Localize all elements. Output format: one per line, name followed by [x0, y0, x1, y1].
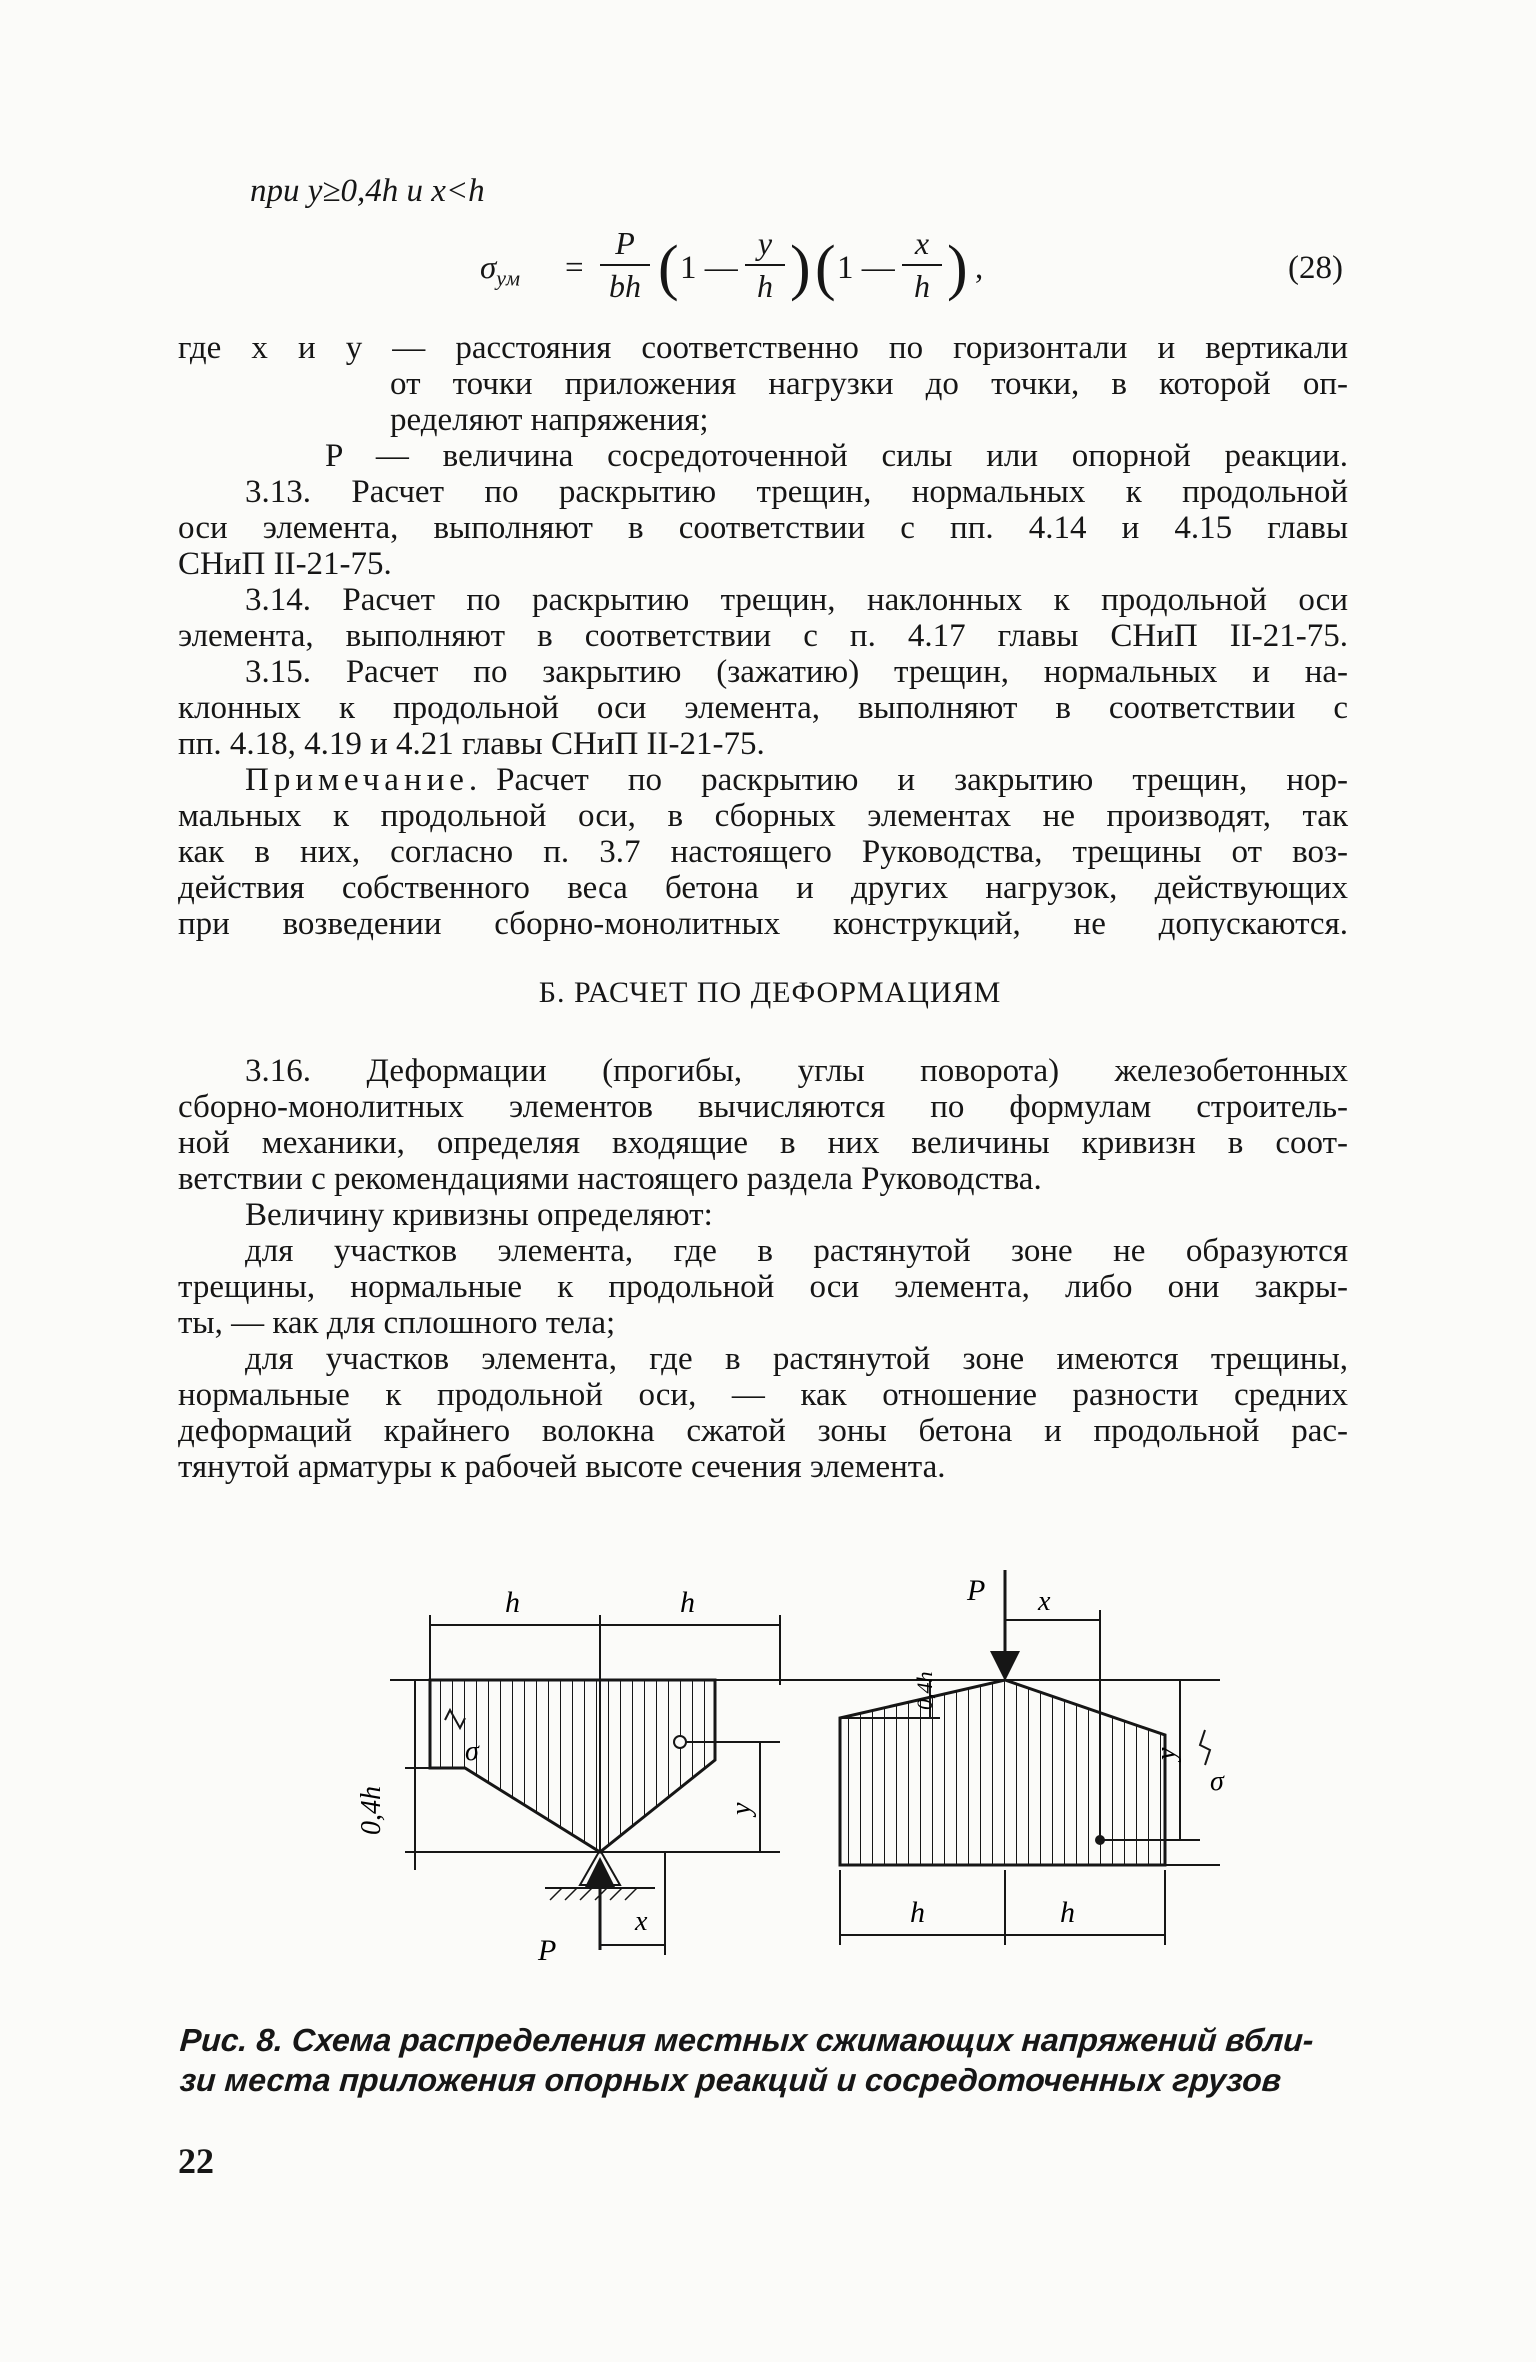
left-label-y: y	[726, 1802, 757, 1815]
case2-line4: тянутой арматуры к рабочей высоте сечения элемента.	[178, 1449, 946, 1485]
p313-line3: СНиП II-21-75.	[178, 546, 392, 582]
p314-line2: элемента, выполняют в соответствии с п. 4.17 главы СНиП II-21-75.	[178, 618, 1348, 654]
formula-frac2	[745, 225, 785, 305]
right-sigma: σ	[1210, 1766, 1224, 1797]
case1-line2: трещины, нормальные к продольной оси элемента, либо они закры-	[178, 1269, 1348, 1305]
frac2-num: y	[757, 225, 773, 261]
paren-open-1: (	[658, 234, 679, 302]
paren-open-2: (	[815, 234, 836, 302]
frac1-den: bh	[609, 268, 641, 304]
note-line4: действия собственного веса бетона и других нагрузок, действующих	[178, 870, 1348, 906]
left-point	[674, 1736, 686, 1748]
page-number: 22	[178, 2141, 214, 2181]
right-stress-diagram	[840, 1570, 1225, 1945]
case1-line1: для участков элемента, где в растянутой зоне не образуются	[245, 1233, 1348, 1269]
note-first: Расчет по раскрытию и закрытию трещин, нор-	[496, 762, 1348, 798]
p314-line1: 3.14. Расчет по раскрытию трещин, наклонных к продольной оси	[245, 582, 1348, 618]
right-stress-area	[840, 1680, 1165, 1865]
p315-line3: пп. 4.18, 4.19 и 4.21 главы СНиП II-21-75.	[178, 726, 765, 762]
frac3-den: h	[914, 268, 930, 304]
right-label-04h: 0,4h	[912, 1671, 937, 1710]
formula-lhs: $\sigma_{yм}$	[480, 250, 521, 291]
case2-line2: нормальные к продольной оси, — как отношение разности средних	[178, 1377, 1348, 1413]
p313-line2: оси элемента, выполняют в соответствии с пп. 4.14 и 4.15 главы	[178, 510, 1348, 546]
p316-line3: ной механики, определяя входящие в них величины кривизн в соот-	[178, 1125, 1348, 1161]
left-label-04h: 0,4h	[356, 1786, 387, 1835]
left-label-P: P	[538, 1934, 557, 1967]
right-label-h2: h	[1060, 1896, 1075, 1929]
left-label-x: x	[635, 1906, 648, 1937]
left-stress-diagram	[356, 1586, 780, 1967]
case2-line3: деформаций крайнего волокна сжатой зоны бетона и продольной рас-	[178, 1413, 1348, 1449]
condition-line: при y≥0,4h и x<h	[250, 173, 485, 209]
p316-line2: сборно-монолитных элементов вычисляются по формулам строитель-	[178, 1089, 1348, 1125]
p316-line4: ветствии с рекомендациями настоящего раздела Руководства.	[178, 1161, 1042, 1197]
formula-number: (28)	[1288, 250, 1343, 286]
note-line5: при возведении сборно-монолитных конструкций, не допускаются.	[178, 906, 1348, 942]
note-line1	[245, 762, 1348, 798]
figure-stress-diagram	[320, 1550, 1250, 1970]
right-label-y: y	[1151, 1747, 1182, 1760]
p315-line1: 3.15. Расчет по закрытию (зажатию) трещин, нормальных и на-	[245, 654, 1348, 690]
right-label-x: x	[1038, 1586, 1051, 1617]
formula-28	[480, 225, 1343, 320]
left-label-h2: h	[680, 1586, 695, 1619]
definition-line3: ределяют напряжения;	[390, 402, 709, 438]
left-label-h1: h	[505, 1586, 520, 1619]
formula-frac1	[600, 225, 650, 305]
note-label: Примечание.	[245, 762, 483, 798]
definition-p: P — величина сосредоточенной силы или опорной реакции.	[325, 438, 1348, 474]
right-label-P: P	[967, 1574, 986, 1607]
case2-line1: для участков элемента, где в растянутой зоне имеются трещины,	[245, 1341, 1348, 1377]
frac3-num: x	[914, 225, 930, 261]
formula-eq: =	[565, 250, 584, 286]
paren-close-2: )	[947, 234, 968, 302]
frac1-num: P	[615, 225, 635, 261]
section-heading: Б. РАСЧЕТ ПО ДЕФОРМАЦИЯМ	[538, 976, 1002, 1009]
p313-line1: 3.13. Расчет по раскрытию трещин, нормальных к продольной	[245, 474, 1348, 510]
p316-line1: 3.16. Деформации (прогибы, углы поворота) железобетонных	[245, 1053, 1348, 1089]
p315-line2: клонных к продольной оси элемента, выполняют в соответствии с	[178, 690, 1348, 726]
note-line2: мальных к продольной оси, в сборных элементах не производят, так	[178, 798, 1348, 834]
formula-comma: ,	[975, 250, 984, 286]
note-line3: как в них, согласно п. 3.7 настоящего Руководства, трещины от воз-	[178, 834, 1348, 870]
caption-line2: зи места приложения опорных реакций и сосредоточенных грузов	[178, 2062, 1283, 2098]
left-sigma: σ	[465, 1736, 479, 1767]
formula-one-b: 1 —	[837, 250, 895, 286]
definition-xy: где x и y — расстояния соответственно по горизонтали и вертикали	[178, 330, 1348, 366]
paren-close-1: )	[790, 234, 811, 302]
formula-lhs-sub: yм	[496, 265, 521, 291]
frac2-den: h	[757, 268, 773, 304]
right-label-h1: h	[910, 1896, 925, 1929]
formula-frac3	[902, 225, 942, 305]
formula-one-a: 1 —	[680, 250, 738, 286]
caption-line1: Рис. 8. Схема распределения местных сжимающих напряжений вбли-	[178, 2022, 1315, 2058]
curvature-intro: Величину кривизны определяют:	[245, 1197, 713, 1233]
definition-line2: от точки приложения нагрузки до точки, в которой оп-	[390, 366, 1348, 402]
case1-line3: ты, — как для сплошного тела;	[178, 1305, 616, 1341]
